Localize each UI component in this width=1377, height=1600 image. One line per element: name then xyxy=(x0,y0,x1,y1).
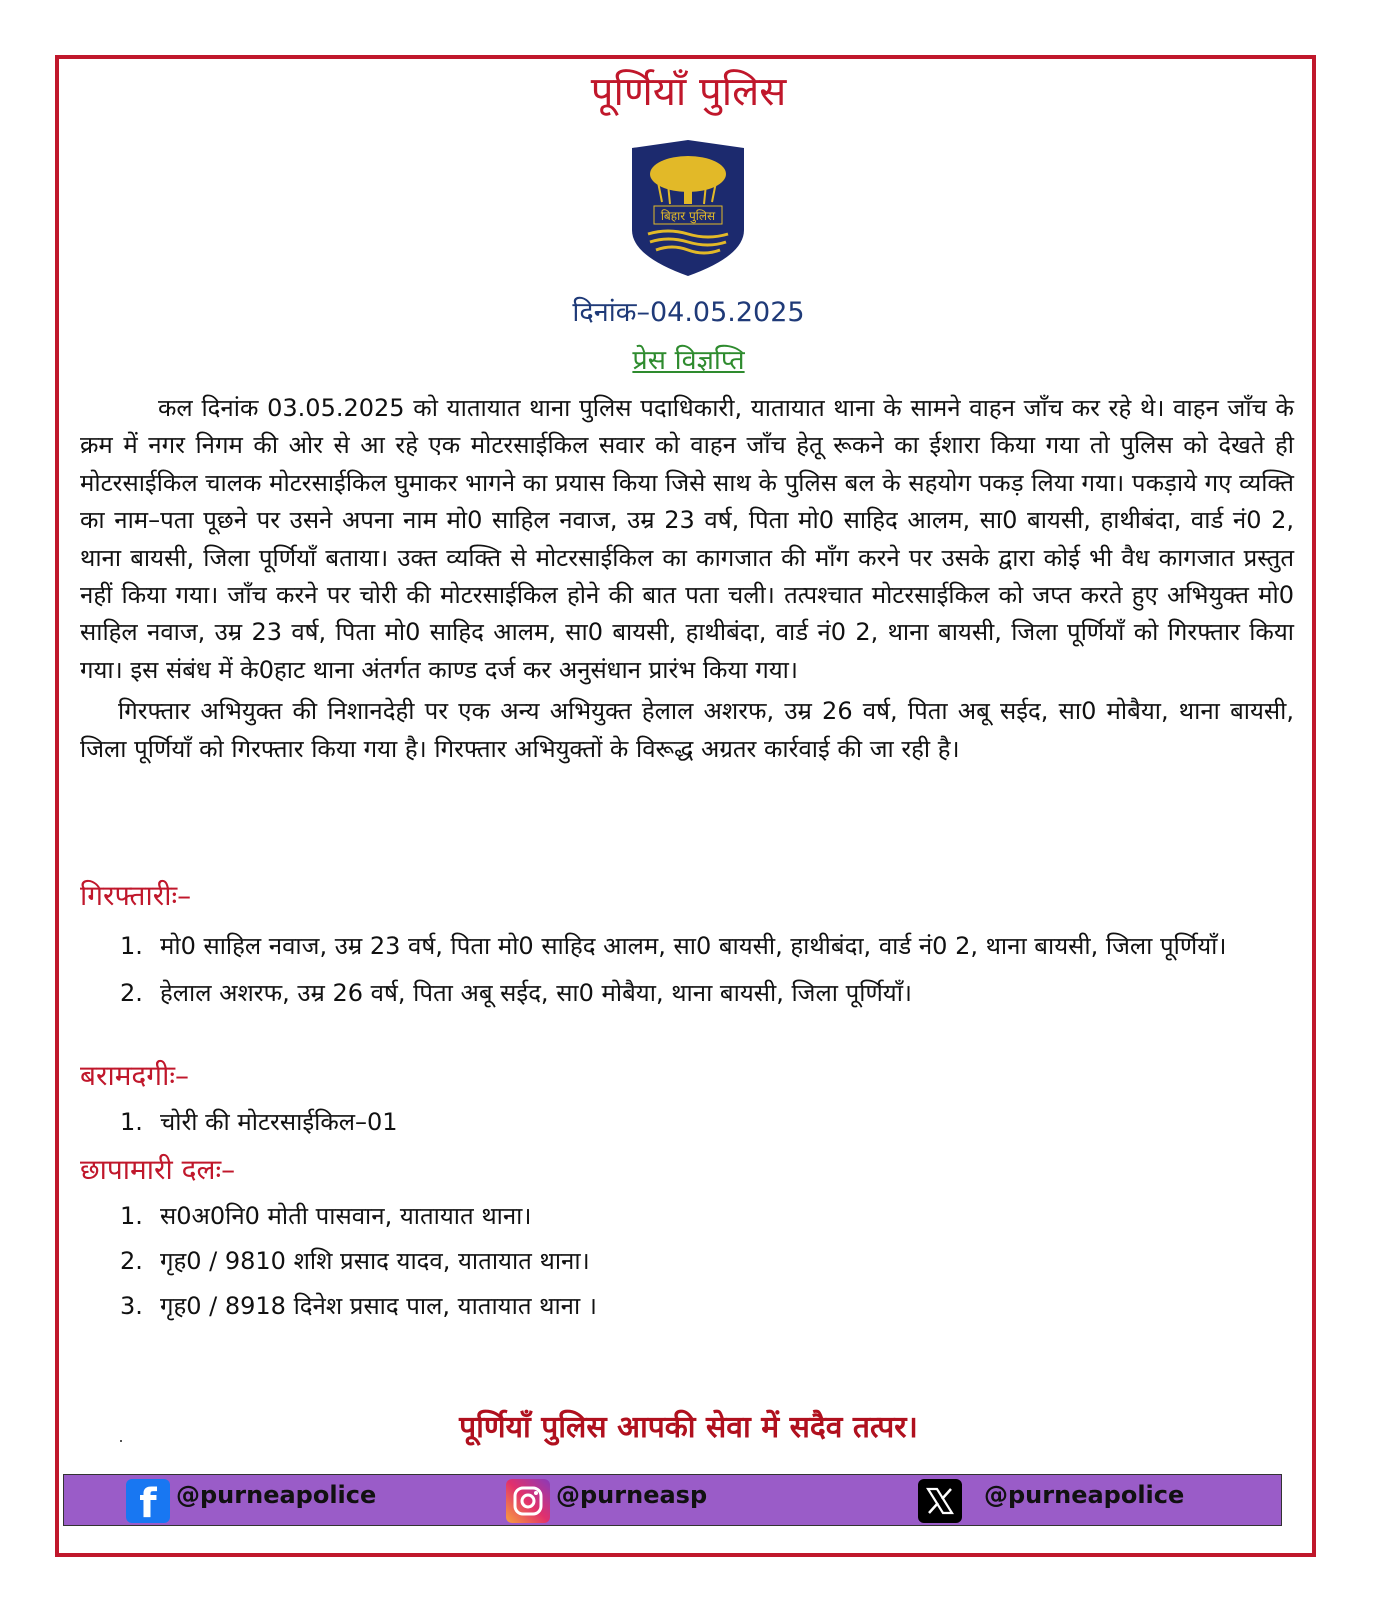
arrests-list xyxy=(120,928,1294,1012)
list-number: 3. xyxy=(120,1292,143,1320)
list-item xyxy=(120,1243,1294,1280)
facebook-icon xyxy=(126,1479,170,1523)
list-number: 1. xyxy=(120,1108,143,1136)
list-item xyxy=(120,975,1294,1012)
arrests-heading: गिरफ्तारीः– xyxy=(80,879,192,912)
list-text: स0अ0नि0 मोती पासवान, यातायात थाना। xyxy=(160,1202,532,1230)
instagram-icon xyxy=(506,1479,550,1523)
release-date: दिनांक–04.05.2025 xyxy=(572,297,805,328)
list-text: हेलाल अशरफ, उम्र 26 वर्ष, पिता अबू सईद, सा0 मोबैया, थाना बायसी, जिला पूर्णियाँ। xyxy=(160,979,913,1007)
instagram-link[interactable] xyxy=(506,1475,707,1527)
list-item xyxy=(120,928,1294,965)
x-link[interactable] xyxy=(918,1475,1184,1527)
list-text: गृह0 / 8918 दिनेश प्रसाद पाल, यातायात थाना । xyxy=(160,1292,597,1320)
list-text: मो0 साहिल नवाज, उम्र 23 वर्ष, पिता मो0 साहिद आलम, सा0 बायसी, हाथीबंदा, वार्ड नं0 2, थाना बायसी, जिला पूर्णियाँ। xyxy=(160,932,1227,960)
list-text: गृह0 / 9810 शशि प्रसाद यादव, यातायात थाना। xyxy=(160,1247,590,1275)
emblem-text: बिहार पुलिस xyxy=(660,209,716,223)
x-icon xyxy=(918,1479,962,1523)
list-number: 1. xyxy=(120,1202,143,1230)
x-handle: @purneapolice xyxy=(984,1481,1185,1509)
social-media-bar xyxy=(63,1474,1282,1526)
facebook-handle: @purneapolice xyxy=(176,1481,377,1509)
body-text xyxy=(80,390,1294,768)
list-number: 2. xyxy=(120,1247,143,1275)
bihar-police-emblem xyxy=(628,138,748,278)
svg-text:f: f xyxy=(139,1481,157,1521)
list-text: चोरी की मोटरसाईकिल–01 xyxy=(160,1108,398,1136)
recovery-list xyxy=(120,1104,1294,1141)
raid-team-heading: छापामारी दलः– xyxy=(80,1153,236,1186)
slogan: पूर्णियाँ पुलिस आपकी सेवा में सदैव तत्पर। xyxy=(459,1410,918,1445)
list-item xyxy=(120,1104,1294,1141)
list-number: 1. xyxy=(120,932,143,960)
instagram-handle: @purneasp xyxy=(556,1481,708,1509)
press-release-heading: प्रेस विज्ञप्ति xyxy=(632,345,745,376)
stray-dot xyxy=(120,1440,122,1442)
body-paragraph-2: गिरफ्तार अभियुक्त की निशानदेही पर एक अन्य अभियुक्त हेलाल अशरफ, उम्र 26 वर्ष, पिता अबू सईद, सा0 मोबैया, थाना बायसी, जिला पूर्णियाँ को गिरफ्तार किया गया है। गिरफ्तार अभियुक्तों के विरूद्ध अग्रतर कार्रवाई की जा रही है। xyxy=(80,697,1294,763)
page-border xyxy=(55,55,1316,1557)
list-item xyxy=(120,1288,1294,1325)
raid-team-list xyxy=(120,1198,1294,1325)
page-title: पूर्णियाँ पुलिस xyxy=(590,69,787,115)
list-item xyxy=(120,1198,1294,1235)
body-paragraph-1: कल दिनांक 03.05.2025 को यातायात थाना पुलिस पदाधिकारी, यातायात थाना के सामने वाहन जाँच कर रहे थे। वाहन जाँच के क्रम में नगर निगम की ओर से आ रहे एक मोटरसाईकिल सवार को वाहन जाँच हेतू रूकने का ईशारा किया गया तो पुलिस को देखते ही मोटरसाईकिल चालक मोटरसाईकिल घुमाकर भागने का प्रयास किया जिसे साथ के पुलिस बल के सहयोग पकड़ लिया गया। पकड़ाये गए व्यक्ति का नाम–पता पूछने पर उसने अपना नाम मो0 साहिल नवाज, उम्र 23 वर्ष, पिता मो0 साहिद आलम, सा0 बायसी, हाथीबंदा, वार्ड नं0 2, थाना बायसी, जिला पूर्णियाँ बताया। उक्त व्यक्ति से मोटरसाईकिल का कागजात की माँग करने पर उसके द्वारा कोई भी वैध कागजात प्रस्तुत नहीं किया गया। जाँच करने पर चोरी की मोटरसाईकिल होने की बात पता चली। तत्पश्चात मोटरसाईकिल को जप्त करते हुए अभियुक्त मो0 साहिल नवाज, उम्र 23 वर्ष, पिता मो0 साहिद आलम, सा0 बायसी, हाथीबंदा, वार्ड नं0 2, थाना बायसी, जिला पूर्णियाँ को गिरफ्तार किया गया। इस संबंध में के0हाट थाना अंतर्गत काण्ड दर्ज कर अनुसंधान प्रारंभ किया गया। xyxy=(80,394,1294,684)
list-number: 2. xyxy=(120,979,143,1007)
facebook-link[interactable] xyxy=(126,1475,376,1527)
recovery-heading: बरामदगीः– xyxy=(80,1059,189,1092)
